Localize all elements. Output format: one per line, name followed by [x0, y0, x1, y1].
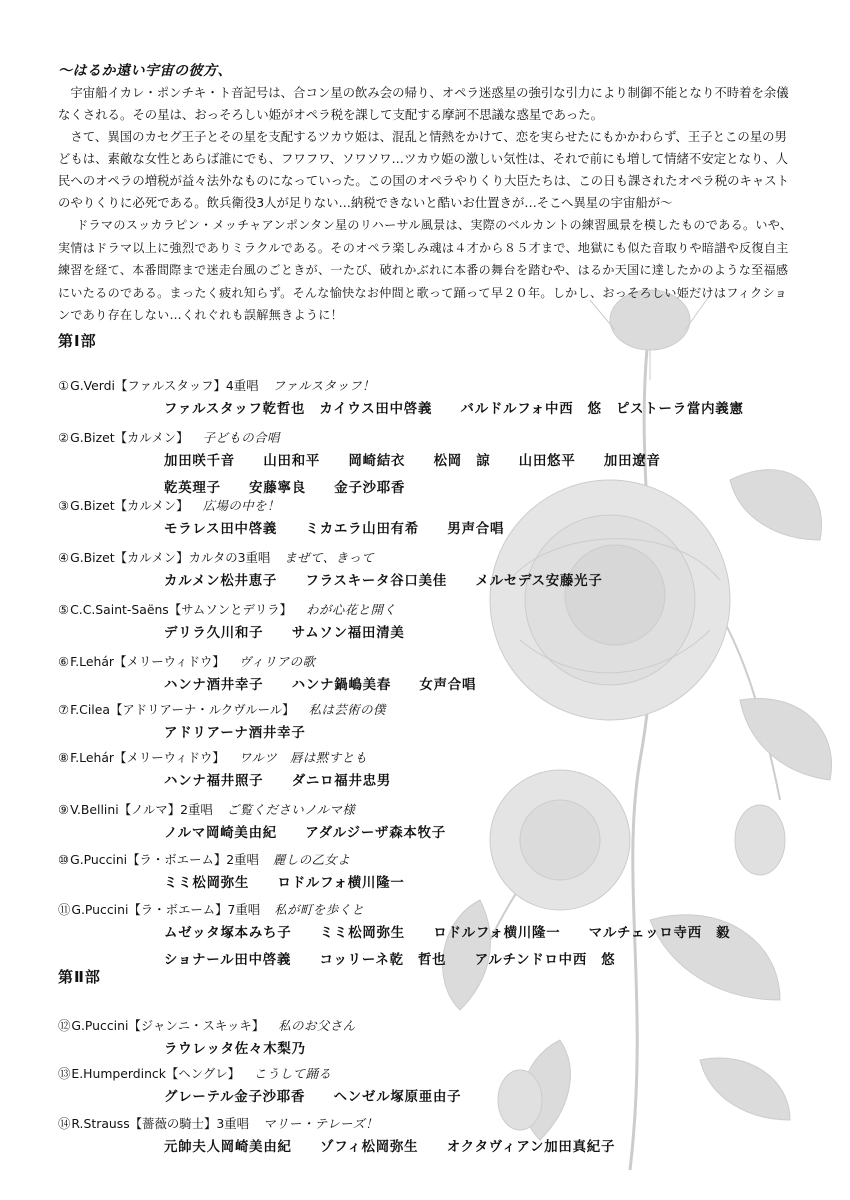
item-number: ④ — [58, 550, 70, 565]
item-number: ⑭ — [58, 1116, 71, 1131]
aria-title: 子どもの合唱 — [202, 430, 280, 445]
composer: G.Bizet — [70, 430, 115, 445]
cast-line: ムゼッタ塚本みち子 ミミ松岡弥生 ロドルフォ横川隆一 マルチェッロ寺西 毅 — [164, 925, 731, 941]
program-item-heading — [58, 652, 818, 672]
opera-title: 【アドリアーナ・ルクヴルール】 — [109, 702, 295, 717]
program-item — [58, 600, 818, 647]
item-number: ⑥ — [58, 654, 70, 669]
cast-line: ハンナ酒井幸子 ハンナ鍋嶋美春 女声合唱 — [164, 677, 477, 693]
opera-title: 【ラ・ボエーム】 — [127, 852, 227, 867]
aria-title: ヴィリアの歌 — [238, 654, 316, 669]
item-number: ① — [58, 378, 70, 393]
aria-title: 麗しの乙女よ — [272, 852, 351, 867]
program-item-heading — [58, 1016, 818, 1036]
program-item — [58, 850, 818, 897]
part-1-title: 第Ⅰ部 — [58, 332, 97, 350]
program-item — [58, 748, 818, 795]
cast-line: モラレス田中啓義 ミカエラ山田有希 男声合唱 — [164, 521, 505, 537]
aria-title: こうして踊る — [254, 1066, 332, 1081]
voice-type: 2重唱 — [180, 802, 213, 817]
program-item-heading — [58, 850, 818, 870]
cast-line: デリラ久川和子 サムソン福田清美 — [164, 625, 405, 641]
aria-title: ファルスタッフ！ — [272, 378, 376, 393]
cast-line: 元帥夫人岡崎美由紀 ゾフィ松岡弥生 オクタヴィアン加田真紀子 — [164, 1139, 616, 1155]
aria-title: ワルツ 唇は黙すとも — [238, 750, 368, 765]
cast-line: ラウレッタ佐々木梨乃 — [164, 1041, 306, 1057]
opera-title: 【メリーウィドウ】 — [114, 654, 225, 669]
part-2-title: 第Ⅱ部 — [58, 968, 101, 986]
program-item — [58, 1064, 818, 1111]
aria-title: 私は芸術の僕 — [308, 702, 386, 717]
voice-type: 7重唱 — [227, 902, 261, 917]
program-item — [58, 652, 818, 699]
aria-title: わが心花と開く — [306, 602, 397, 617]
program-item — [58, 1114, 818, 1161]
program-item — [58, 376, 818, 423]
voice-type: 3重唱 — [216, 1116, 250, 1131]
cast-line: アドリアーナ酒井幸子 — [164, 725, 306, 741]
opera-title: 【カルメン】 — [114, 430, 189, 445]
opera-title: 【メリーウィドウ】 — [114, 750, 225, 765]
item-number: ⑩ — [58, 852, 70, 867]
program-item-heading — [58, 1114, 818, 1134]
voice-type: 2重唱 — [226, 852, 259, 867]
intro-paragraph-1: 宇宙船イカレ・ポンチキ・ト音記号は、合コン星の飲み会の帰り、オペラ迷惑星の強引な引力により制御不能となり不時着を余儀なくされる。その星は、おっそろしい姫がオペラ税を課して支配する摩訶不思議な惑星であった。 — [58, 85, 789, 122]
program-item-heading — [58, 800, 818, 820]
opera-title: 【カルメン】 — [114, 550, 189, 565]
cast-line: ショナール田中啓義 コッリーネ乾 哲也 アルチンドロ中西 悠 — [164, 952, 616, 968]
composer: G.Verdi — [70, 378, 115, 393]
program-item-heading — [58, 496, 818, 516]
voice-type: カルタの3重唱 — [188, 550, 271, 565]
composer: R.Strauss — [71, 1116, 130, 1131]
aria-title: まぜて、きって — [284, 550, 375, 565]
composer: F.Cilea — [70, 702, 110, 717]
voice-type: 4重唱 — [225, 378, 259, 393]
composer: G.Puccini — [71, 902, 129, 917]
aria-title: ご覧くださいノルマ様 — [226, 802, 356, 817]
opera-title: 【ラ・ボエーム】 — [128, 902, 228, 917]
composer: F.Lehár — [70, 654, 115, 669]
cast-line: カルメン松井恵子 フラスキータ谷口美佳 メルセデス安藤光子 — [164, 573, 603, 589]
opera-title: 【サムソンとデリラ】 — [168, 602, 293, 617]
intro-paragraph-2: さて、異国のカセグ王子とその星を支配するツカウ姫は、混乱と情熱をかけて、恋を実らせたにもかかわらず、王子とこの星の男どもは、素敵な女性とあらば誰にでも、フワフワ、ソワソワ…ツカウ姫の激しい気性は、それで前にも増して情緒不安定となり、人民へのオペラの増税が益々法外なものになっていった。この国のオペラやりくり大臣たちは、この日も課されたオペラ税のキャストのやりくりに必死である。飲兵衛役3人が足りない…納税できないと酷いお仕置きが…そこへ異星の宇宙船が～ — [58, 129, 790, 210]
item-number: ⑧ — [58, 750, 70, 765]
opera-title: 【カルメン】 — [114, 498, 189, 513]
program-item-heading — [58, 376, 818, 396]
item-number: ⑪ — [58, 902, 71, 917]
program-item-heading — [58, 428, 818, 448]
intro-title: ～はるか遠い宇宙の彼方、 — [58, 63, 232, 79]
program-item-heading — [58, 600, 818, 620]
composer: G.Bizet — [70, 550, 115, 565]
opera-title: 【薔薇の騎士】 — [129, 1116, 217, 1131]
program-item — [58, 1016, 818, 1063]
drama-note: ドラマのスッカラピン・メッチャアンポンタン星のリハーサル風景は、実際のベルカントの練習風景を模したものである。いや、実情はドラマ以上に強烈でありミラクルである。そのオペラ楽しみ魂は４才から８５才まで、地獄にも似た音取りや暗譜や反復自主練習を経て、本番間際まで迷走台風のごときが、一たび、破れかぶれに本番の舞台を踏むや、はるか天国に達したかのような至福感にいたるのである。まったく疲れ知らず。そんな愉快なお仲間と歌って踊って早２０年。しかし、おっそろしい姫だけはフィクションであり存在しない…くれぐれも誤解無きように！ — [58, 218, 793, 322]
opera-title: 【ファルスタッフ】 — [114, 378, 226, 393]
opera-title: 【ヘングレ】 — [165, 1066, 241, 1081]
cast-line: ハンナ福井照子 ダニロ福井忠男 — [164, 773, 392, 789]
cast-line: ミミ松岡弥生 ロドルフォ横川隆一 — [164, 875, 405, 891]
cast-line: グレーテル金子沙耶香 ヘンゼル塚原亜由子 — [164, 1089, 462, 1105]
program-item — [58, 900, 818, 974]
opera-title: 【ジャンニ・スキッキ】 — [128, 1018, 265, 1033]
composer: G.Bizet — [70, 498, 115, 513]
item-number: ⑤ — [58, 602, 70, 617]
program-item — [58, 800, 818, 847]
item-number: ③ — [58, 498, 70, 513]
aria-title: 私が町を歩くと — [274, 902, 365, 917]
program-item-heading — [58, 548, 818, 568]
aria-title: 私のお父さん — [278, 1018, 356, 1033]
program-item — [58, 428, 818, 502]
program-item-heading — [58, 900, 818, 920]
opera-title: 【ノルマ】 — [118, 802, 181, 817]
composer: F.Lehár — [70, 750, 115, 765]
composer: E.Humperdinck — [71, 1066, 166, 1081]
aria-title: 広場の中を！ — [202, 498, 280, 513]
composer: G.Puccini — [70, 852, 128, 867]
cast-line: 加田咲千音 山田和平 岡崎結衣 松岡 諒 山田悠平 加田遼音 — [164, 453, 661, 469]
item-number: ⑦ — [58, 702, 70, 717]
item-number: ⑨ — [58, 802, 70, 817]
item-number: ⑬ — [58, 1066, 71, 1081]
program-item-heading — [58, 1064, 818, 1084]
composer: V.Bellini — [70, 802, 119, 817]
program-item — [58, 548, 818, 595]
item-number: ⑫ — [58, 1018, 71, 1033]
program-item-heading — [58, 700, 818, 720]
aria-title: マリー・テレーズ！ — [263, 1116, 379, 1131]
item-number: ② — [58, 430, 70, 445]
composer: C.C.Saint-Saëns — [70, 602, 169, 617]
composer: G.Puccini — [71, 1018, 129, 1033]
program-item — [58, 496, 818, 543]
cast-line: ファルスタッフ乾哲也 カイウス田中啓義 バルドルフォ中西 悠 ピストーラ當内義憲 — [164, 401, 744, 417]
cast-line: ノルマ岡崎美由紀 アダルジーザ森本牧子 — [164, 825, 447, 841]
program-item — [58, 700, 818, 747]
cast-line: 乾英理子 安藤寧良 金子沙耶香 — [164, 480, 406, 496]
program-item-heading — [58, 748, 818, 768]
